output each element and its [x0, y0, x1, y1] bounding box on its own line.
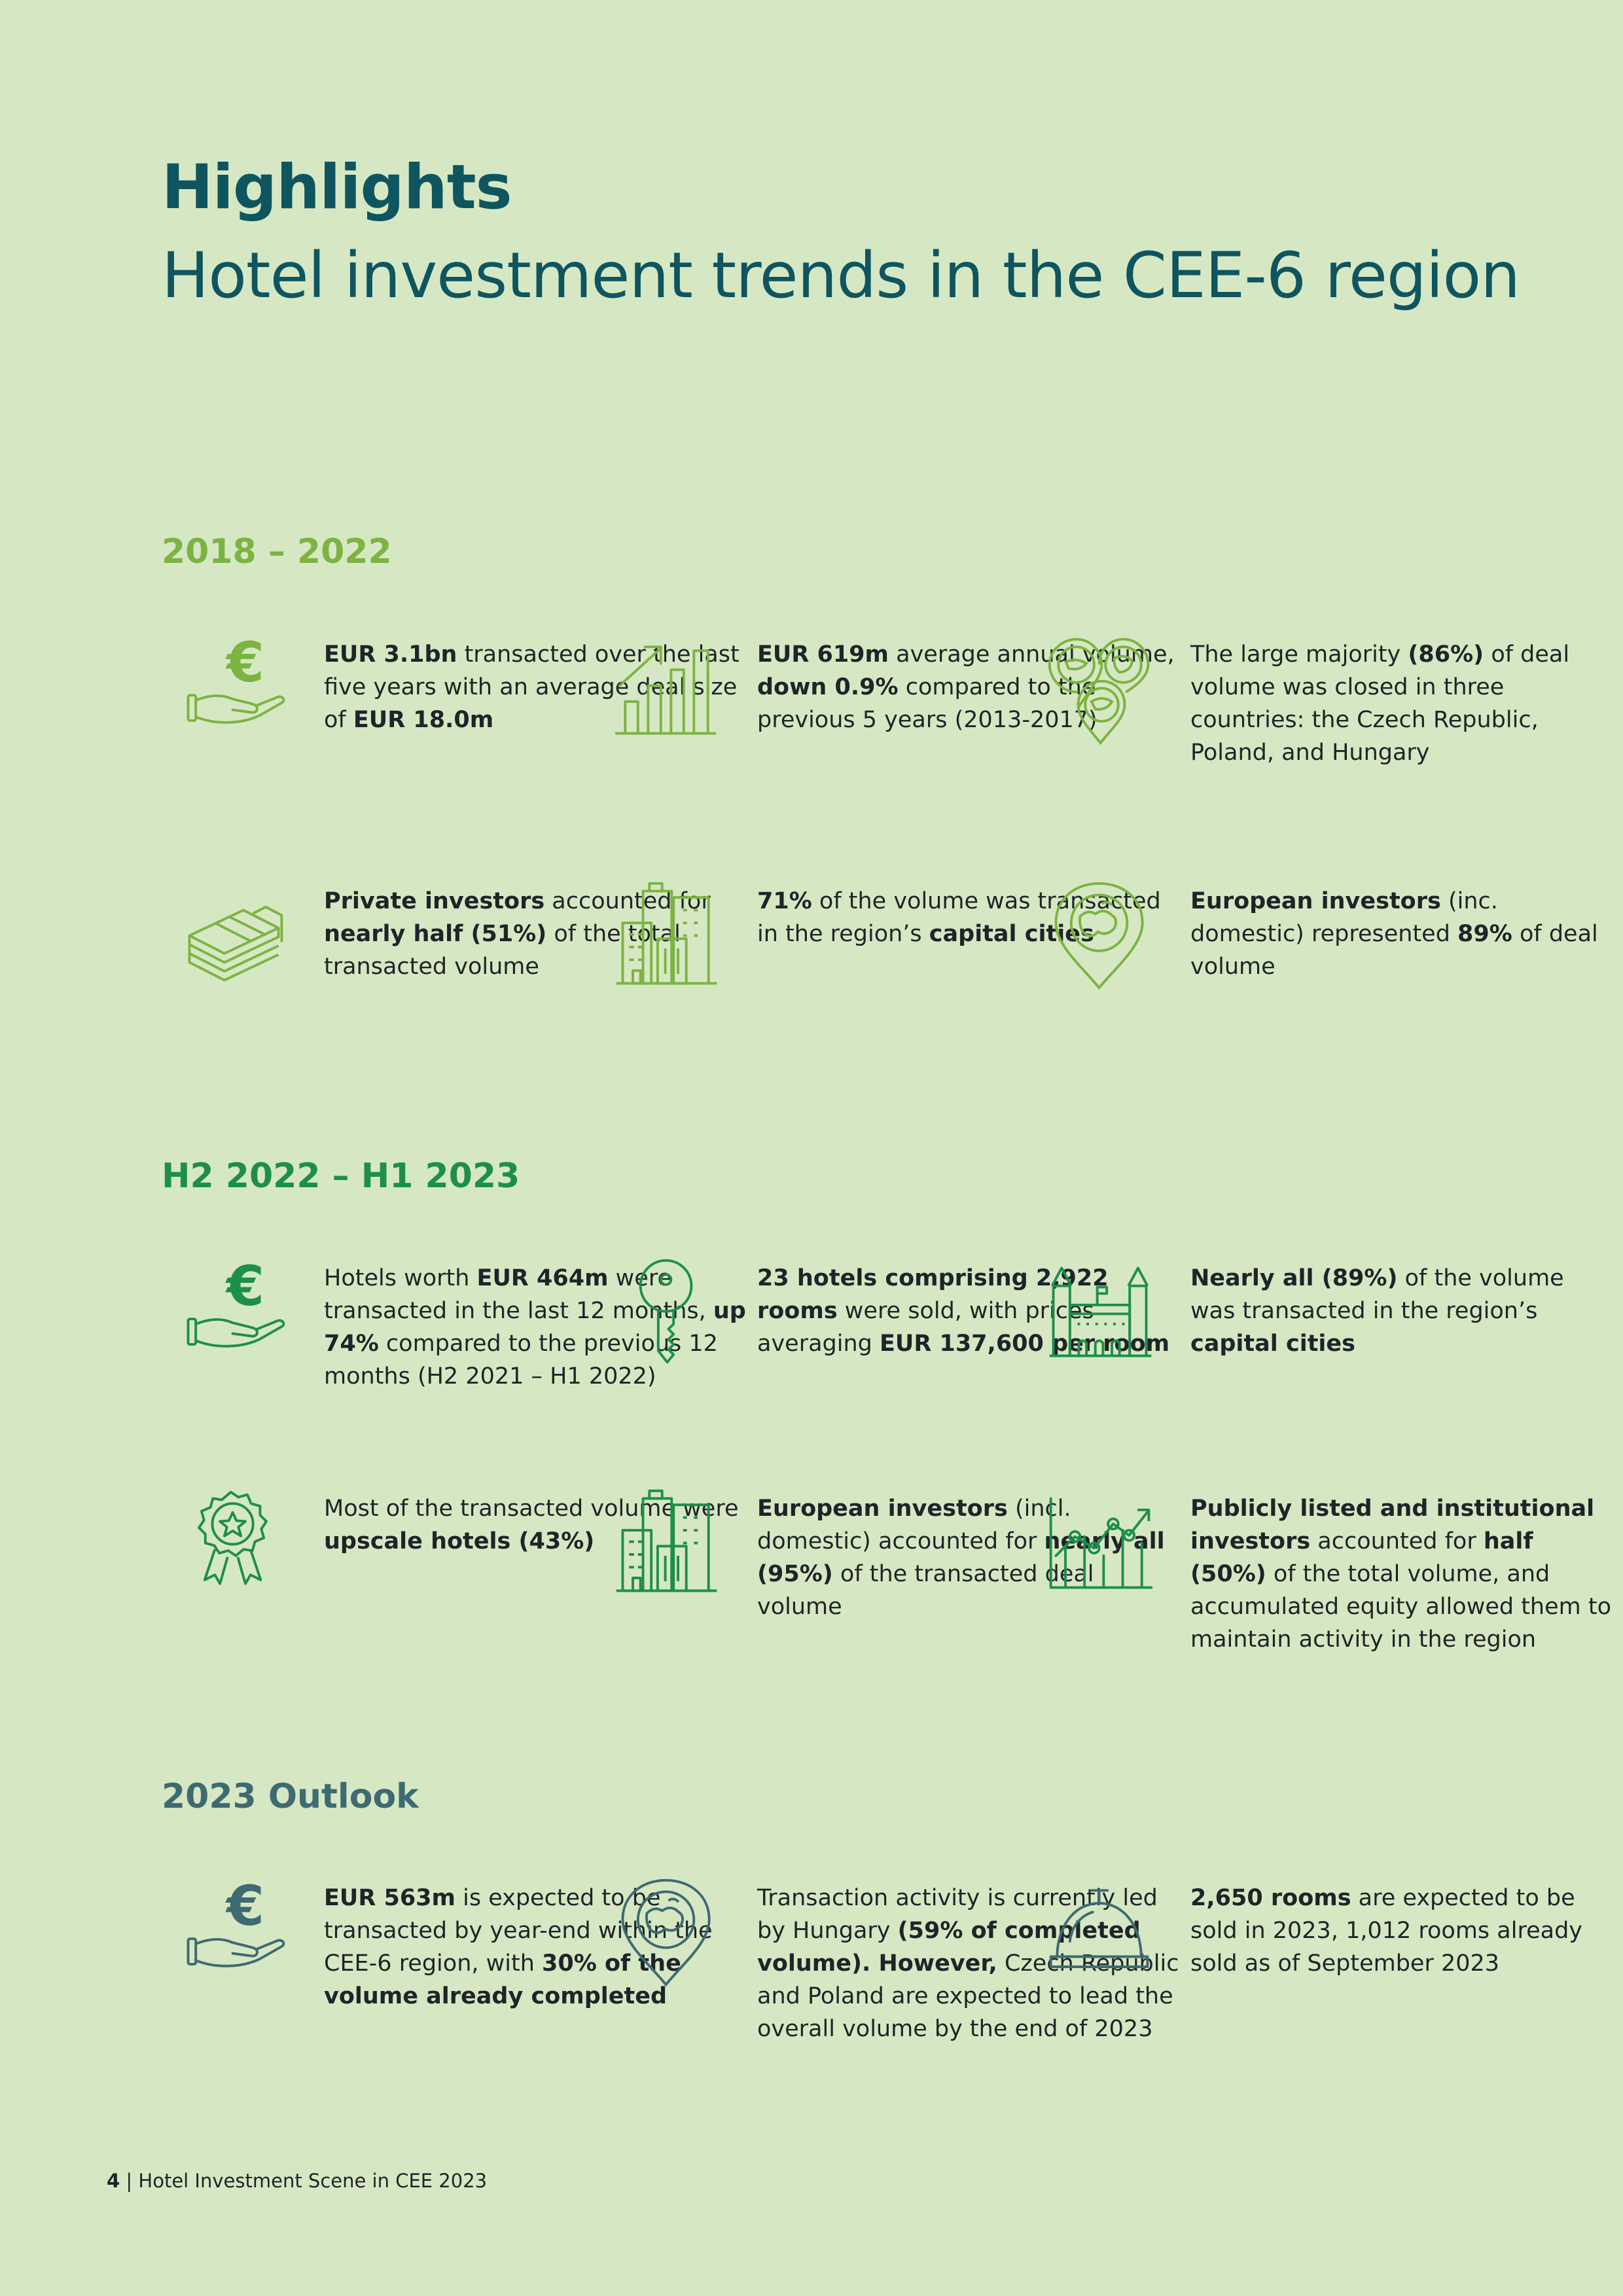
highlight-item [1190, 638, 1616, 769]
svg-text:€: € [226, 1255, 265, 1318]
page-number: 4 [107, 2170, 120, 2192]
highlight-text: EUR 563m is expected to be transacted by year-end within the CEE-6 region, with 30% of the volume already completed [324, 1885, 713, 2009]
highlight-text: EUR 619m average annual volume, down 0.9% compared to the previous 5 years (2013-2017) [757, 641, 1175, 733]
europe-pin-icon [1043, 878, 1158, 993]
highlight-item [1190, 1262, 1616, 1360]
highlight-text: Private investors accounted for nearly half (51%) of the total transacted volume [324, 888, 711, 980]
euro-hand-icon [177, 1255, 291, 1370]
highlight-text: Hotels worth EUR 464m were transacted in the last 12 months, up 74% compared to the previous 12 months (H2 2021 – H1 2022) [324, 1265, 746, 1390]
highlight-text: European investors (inc. domestic) represented 89% of deal volume [1190, 888, 1598, 980]
footer-text: | Hotel Investment Scene in CEE 2023 [120, 2170, 488, 2192]
highlight-item [1190, 1492, 1616, 1656]
award-star-icon [177, 1486, 291, 1600]
money-stack-icon [177, 878, 291, 993]
city-buildings-icon [610, 878, 724, 993]
section-heading-2023-outlook: 2023 Outlook [162, 1777, 419, 1816]
highlight-text: EUR 3.1bn transacted over the last five years with an average deal size of EUR 18.0m [324, 641, 740, 733]
trend-chart-icon [1043, 1486, 1158, 1600]
svg-text:€: € [226, 632, 265, 694]
highlight-text: 23 hotels comprising 2,922 rooms were sold, with prices averaging EUR 137,600 per room [757, 1265, 1170, 1357]
highlight-text: The large majority (86%) of deal volume was closed in three countries: the Czech Republic, Poland, and Hungary [1190, 641, 1570, 766]
highlight-text: Transaction activity is currently led by Hungary (59% of completed volume). However, Czech Republic and Poland are expected to lead the overall volume by the end of 2023 [757, 1885, 1179, 2042]
highlight-text: European investors (incl. domestic) accounted for nearly all (95%) of the transacted deal volume [757, 1496, 1165, 1620]
highlight-text: Publicly listed and institutional investors accounted for half (50%) of the total volume, and accumulated equity allowed them to maintain activity in the region [1190, 1496, 1611, 1653]
highlight-item [1190, 885, 1616, 983]
highlight-text: 2,650 rooms are expected to be sold in 2023, 1,012 rooms already sold as of September 2023 [1190, 1885, 1582, 1977]
page-subtitle: Hotel investment trends in the CEE-6 region [162, 239, 1520, 312]
city-buildings-icon [610, 1486, 724, 1600]
svg-text:€: € [226, 1875, 265, 1938]
key-icon [610, 1255, 724, 1370]
euro-hand-icon [177, 632, 291, 746]
highlight-text: Most of the transacted volume were upscale hotels (43%) [324, 1496, 739, 1554]
page-footer [107, 2170, 487, 2192]
highlight-text: Nearly all (89%) of the volume was transacted in the region’s capital cities [1190, 1265, 1564, 1357]
service-bell-icon [1043, 1875, 1158, 1990]
growth-bars-icon [610, 632, 724, 746]
country-pins-icon [1043, 632, 1158, 746]
section-heading-h2-2022-h1-2023: H2 2022 – H1 2023 [162, 1157, 520, 1196]
highlight-item [1190, 1882, 1616, 1980]
europe-pin-icon [610, 1875, 724, 1990]
castle-icon [1043, 1255, 1158, 1370]
page-title: Highlights [162, 152, 512, 223]
section-heading-2018-2022: 2018 – 2022 [162, 532, 392, 571]
highlight-text: 71% of the volume was transacted in the region’s capital cities [757, 888, 1161, 947]
euro-hand-icon [177, 1875, 291, 1990]
